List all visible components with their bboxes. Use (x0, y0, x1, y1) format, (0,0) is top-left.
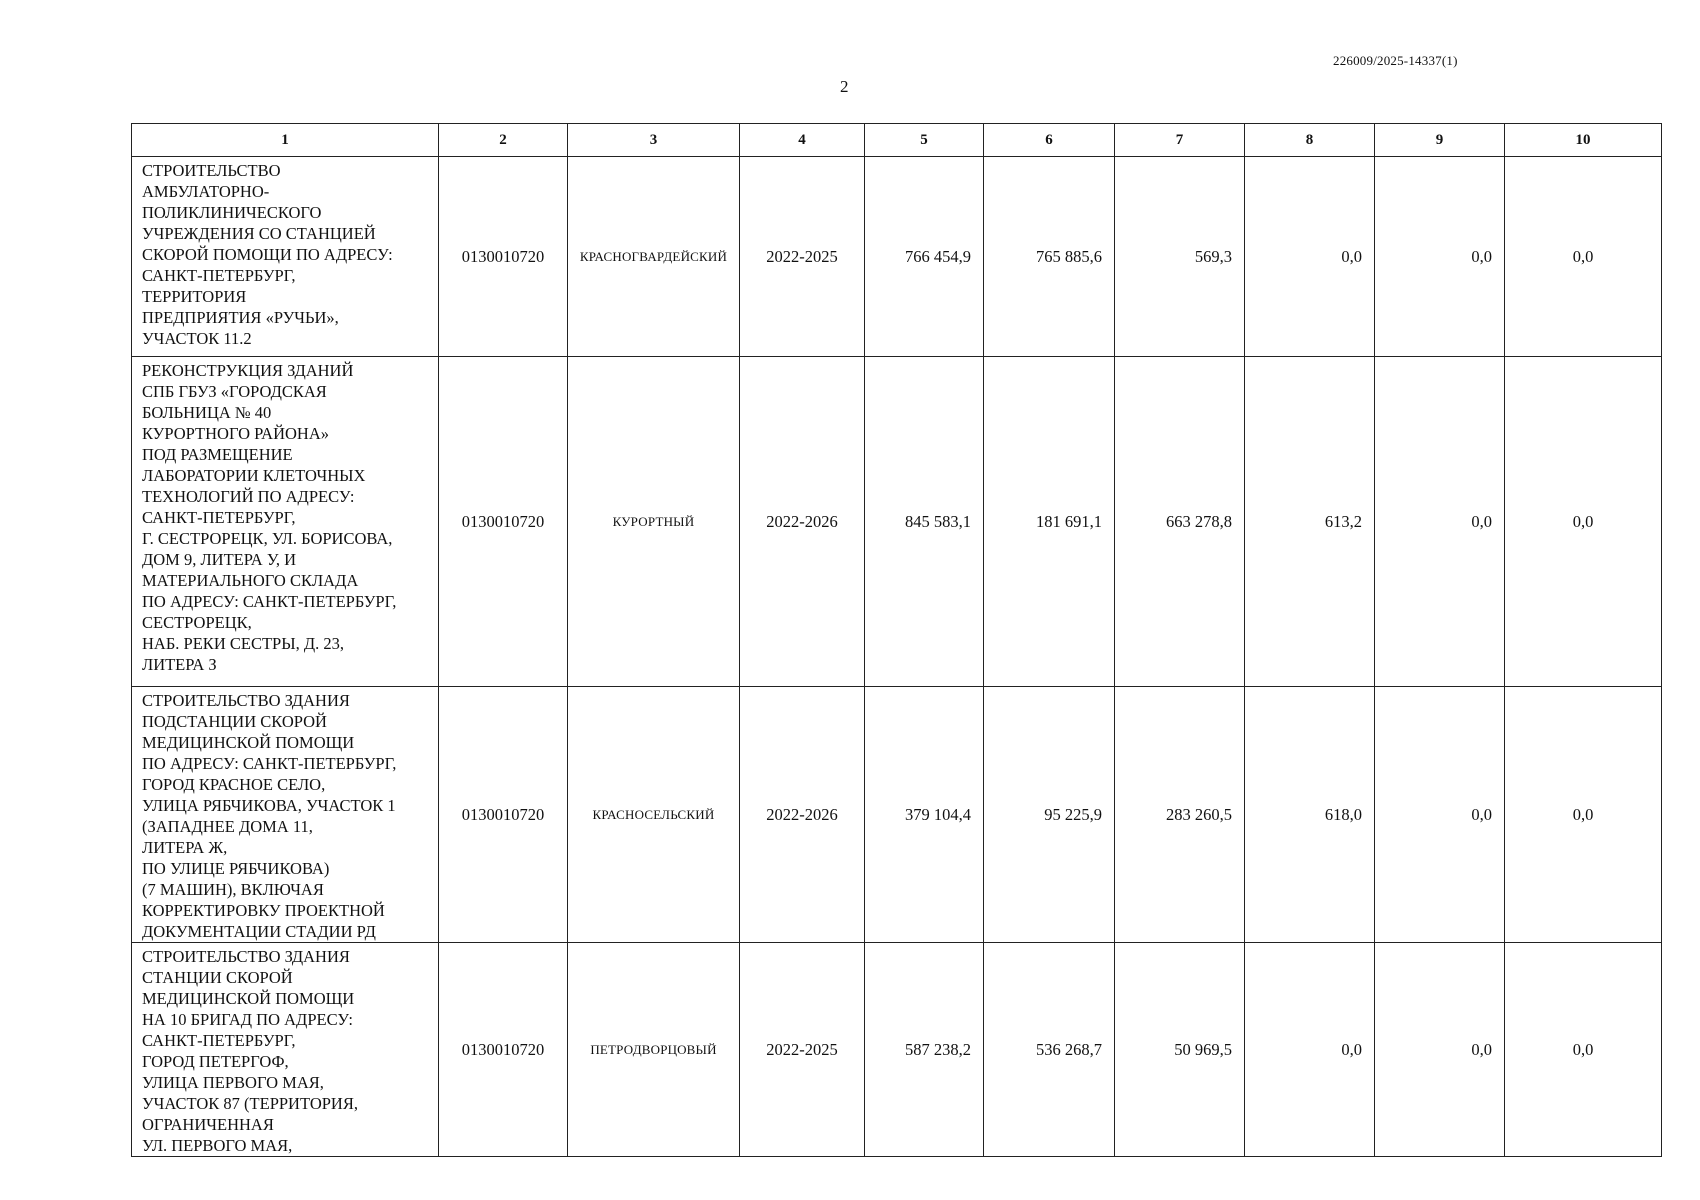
document-number: 226009/2025-14337(1) (1333, 53, 1458, 68)
code-cell: 0130010720 (439, 157, 568, 357)
header-row (132, 124, 1662, 157)
object-name-cell: РЕКОНСТРУКЦИЯ ЗДАНИЙ СПБ ГБУЗ «ГОРОДСКАЯ БОЛЬНИЦА № 40 КУРОРТНОГО РАЙОНА» ПОД РАЗМЕЩЕНИЕ ЛАБОРАТОРИИ КЛЕТОЧНЫХ ТЕХНОЛОГИЙ ПО АДРЕСУ: САНКТ-ПЕТЕРБУРГ, Г. СЕСТРОРЕЦК, УЛ. БОРИСОВА, ДОМ 9, ЛИТЕРА У, И МАТЕРИАЛЬНОГО СКЛАДА ПО АДРЕСУ: САНКТ-ПЕТЕРБУРГ, СЕСТРОРЕЦК, НАБ. РЕКИ СЕСТРЫ, Д. 23, ЛИТЕРА З (132, 357, 439, 687)
column-header-10: 10 (1505, 124, 1662, 157)
column-header-5: 5 (865, 124, 984, 157)
period-cell: 2022-2026 (740, 687, 865, 943)
value-cell-5: 766 454,9 (865, 157, 984, 357)
table-row (132, 157, 1662, 357)
value-cell-7: 283 260,5 (1115, 687, 1245, 943)
value-cell-6: 765 885,6 (984, 157, 1115, 357)
code-cell: 0130010720 (439, 357, 568, 687)
column-header-8: 8 (1245, 124, 1375, 157)
column-header-3: 3 (568, 124, 740, 157)
value-cell-8: 618,0 (1245, 687, 1375, 943)
value-cell-6: 181 691,1 (984, 357, 1115, 687)
object-name-cell: СТРОИТЕЛЬСТВО ЗДАНИЯ СТАНЦИИ СКОРОЙ МЕДИЦИНСКОЙ ПОМОЩИ НА 10 БРИГАД ПО АДРЕСУ: САНКТ-ПЕТЕРБУРГ, ГОРОД ПЕТЕРГОФ, УЛИЦА ПЕРВОГО МАЯ, УЧАСТОК 87 (ТЕРРИТОРИЯ, ОГРАНИЧЕННАЯ УЛ. ПЕРВОГО МАЯ, (132, 943, 439, 1157)
object-name-cell: СТРОИТЕЛЬСТВО ЗДАНИЯ ПОДСТАНЦИИ СКОРОЙ МЕДИЦИНСКОЙ ПОМОЩИ ПО АДРЕСУ: САНКТ-ПЕТЕРБУРГ, ГОРОД КРАСНОЕ СЕЛО, УЛИЦА РЯБЧИКОВА, УЧАСТОК 1 (ЗАПАДНЕЕ ДОМА 11, ЛИТЕРА Ж, ПО УЛИЦЕ РЯБЧИКОВА) (7 МАШИН), ВКЛЮЧАЯ КОРРЕКТИРОВКУ ПРОЕКТНОЙ ДОКУМЕНТАЦИИ СТАДИИ РД (132, 687, 439, 943)
value-cell-10: 0,0 (1505, 943, 1662, 1157)
value-cell-6: 95 225,9 (984, 687, 1115, 943)
value-cell-9: 0,0 (1375, 943, 1505, 1157)
page-number: 2 (840, 77, 849, 96)
value-cell-9: 0,0 (1375, 157, 1505, 357)
value-cell-5: 845 583,1 (865, 357, 984, 687)
value-cell-8: 0,0 (1245, 943, 1375, 1157)
object-name-cell: СТРОИТЕЛЬСТВО АМБУЛАТОРНО- ПОЛИКЛИНИЧЕСКОГО УЧРЕЖДЕНИЯ СО СТАНЦИЕЙ СКОРОЙ ПОМОЩИ ПО АДРЕСУ: САНКТ-ПЕТЕРБУРГ, ТЕРРИТОРИЯ ПРЕДПРИЯТИЯ «РУЧЬИ», УЧАСТОК 11.2 (132, 157, 439, 357)
table-row (132, 687, 1662, 943)
value-cell-5: 379 104,4 (865, 687, 984, 943)
column-header-1: 1 (132, 124, 439, 157)
column-header-2: 2 (439, 124, 568, 157)
table-header (132, 124, 1662, 157)
period-cell: 2022-2025 (740, 157, 865, 357)
value-cell-9: 0,0 (1375, 357, 1505, 687)
period-cell: 2022-2025 (740, 943, 865, 1157)
budget-table (131, 123, 1662, 1157)
value-cell-7: 663 278,8 (1115, 357, 1245, 687)
district-cell: КУРОРТНЫЙ (568, 357, 740, 687)
period-cell: 2022-2026 (740, 357, 865, 687)
value-cell-10: 0,0 (1505, 687, 1662, 943)
column-header-4: 4 (740, 124, 865, 157)
column-header-6: 6 (984, 124, 1115, 157)
value-cell-7: 50 969,5 (1115, 943, 1245, 1157)
table-row (132, 357, 1662, 687)
district-cell: КРАСНОСЕЛЬСКИЙ (568, 687, 740, 943)
code-cell: 0130010720 (439, 687, 568, 943)
value-cell-5: 587 238,2 (865, 943, 984, 1157)
value-cell-8: 613,2 (1245, 357, 1375, 687)
code-cell: 0130010720 (439, 943, 568, 1157)
value-cell-10: 0,0 (1505, 157, 1662, 357)
column-header-7: 7 (1115, 124, 1245, 157)
value-cell-10: 0,0 (1505, 357, 1662, 687)
column-header-9: 9 (1375, 124, 1505, 157)
table-body (132, 157, 1662, 1157)
district-cell: ПЕТРОДВОРЦОВЫЙ (568, 943, 740, 1157)
value-cell-8: 0,0 (1245, 157, 1375, 357)
value-cell-7: 569,3 (1115, 157, 1245, 357)
value-cell-9: 0,0 (1375, 687, 1505, 943)
value-cell-6: 536 268,7 (984, 943, 1115, 1157)
table-row (132, 943, 1662, 1157)
district-cell: КРАСНОГВАРДЕЙСКИЙ (568, 157, 740, 357)
